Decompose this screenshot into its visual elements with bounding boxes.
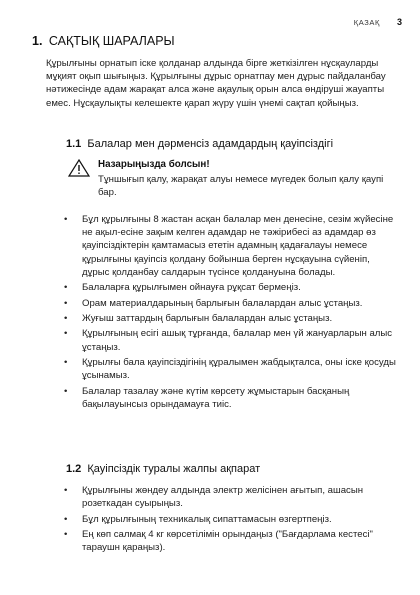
section-number: 1. xyxy=(32,34,43,48)
page-header xyxy=(0,18,420,32)
list-item: • Құрылғы бала қауіпсіздігінің құралымен жабдықталса, оны іске қосуды ұсынамыз. xyxy=(64,356,396,382)
subsection-number: 1.2 xyxy=(66,463,82,475)
list-item: • Бұл құрылғының техникалық сипаттамасын өзгертпеңіз. xyxy=(64,513,396,526)
list-item: • Орам материалдарының барлығын балалардан алыс ұстаңыз. xyxy=(64,297,396,310)
subsection-title: Балалар мен дәрменсіз адамдардың қауіпсіздігі xyxy=(87,138,334,150)
list-item: • Балалар тазалау және күтім көрсету жұмыстарын басқаның бақылауынсыз орындамауға тиіс. xyxy=(64,385,396,411)
list-item: • Балаларға құрылғымен ойнауға рұқсат бермеңіз. xyxy=(64,281,396,294)
list-item: • Ең көп салмақ 4 кг көрсетілімін орындаңыз ("Бағдарлама кестесі" тараушн қараңыз). xyxy=(64,528,396,554)
page-number: 3 xyxy=(396,17,402,27)
child-safety-list xyxy=(64,213,396,413)
list-item: • Жуғыш заттардың барлығын балалардан алыс ұстаңыз. xyxy=(64,312,396,325)
header-language: ҚАЗАҚ xyxy=(353,18,380,27)
list-item: • Бұл құрылғыны 8 жастан асқан балалар мен денесіне, сезім жүйесіне не ақыл-есіне зақым келген адамдар не тәжірибесі аз адамдар өз қауіпсіздіктерін қамтамасыз ететін адамның қадағалауы немесе құрылғыны қауіпсіз қолдану бойынша берген нұсқауына сүйеніп, дұрыс қолданбау салдарын түсінсе қолдануына болады. xyxy=(64,213,396,279)
general-safety-list xyxy=(64,484,396,557)
section-intro-paragraph: Құрылғыны орнатып іске қолданар алдында бірге жеткізілген нұсқауларды мұқият оқып шығыңыз. Құрылғыны дұрыс орнатпау мен дұрыс пайдаланбау нәтижесінде адам жарақат алса және ақаулық орын алса өндіруші жауапты емес. Нұсқаулықты келешекте қарап жүру үшін үнемі сақтап қойыңыз. xyxy=(46,58,386,109)
subsection-heading-2 xyxy=(66,462,396,476)
warning-triangle-icon xyxy=(68,159,90,177)
warning-block xyxy=(68,159,396,205)
subsection-heading-1 xyxy=(66,137,396,151)
list-item: • Құрылғының есігі ашық тұрғанда, балалар мен үй жануарларын алыс ұстаңыз. xyxy=(64,327,396,353)
list-item: • Құрылғыны жөндеу алдында электр желісінен ағытып, ашасын розеткадан суырыңыз. xyxy=(64,484,396,510)
subsection-number: 1.1 xyxy=(66,138,82,150)
section-heading xyxy=(32,33,392,49)
section-title: САҚТЫҚ ШАРАЛАРЫ xyxy=(48,34,175,48)
warning-text: Тұншығып қалу, жарақат алуы немесе мүгедек болып қалу қаупі бар. xyxy=(98,174,384,199)
subsection-title: Қауіпсіздік туралы жалпы ақпарат xyxy=(87,463,261,475)
warning-title: Назарыңызда болсын! xyxy=(98,159,210,170)
